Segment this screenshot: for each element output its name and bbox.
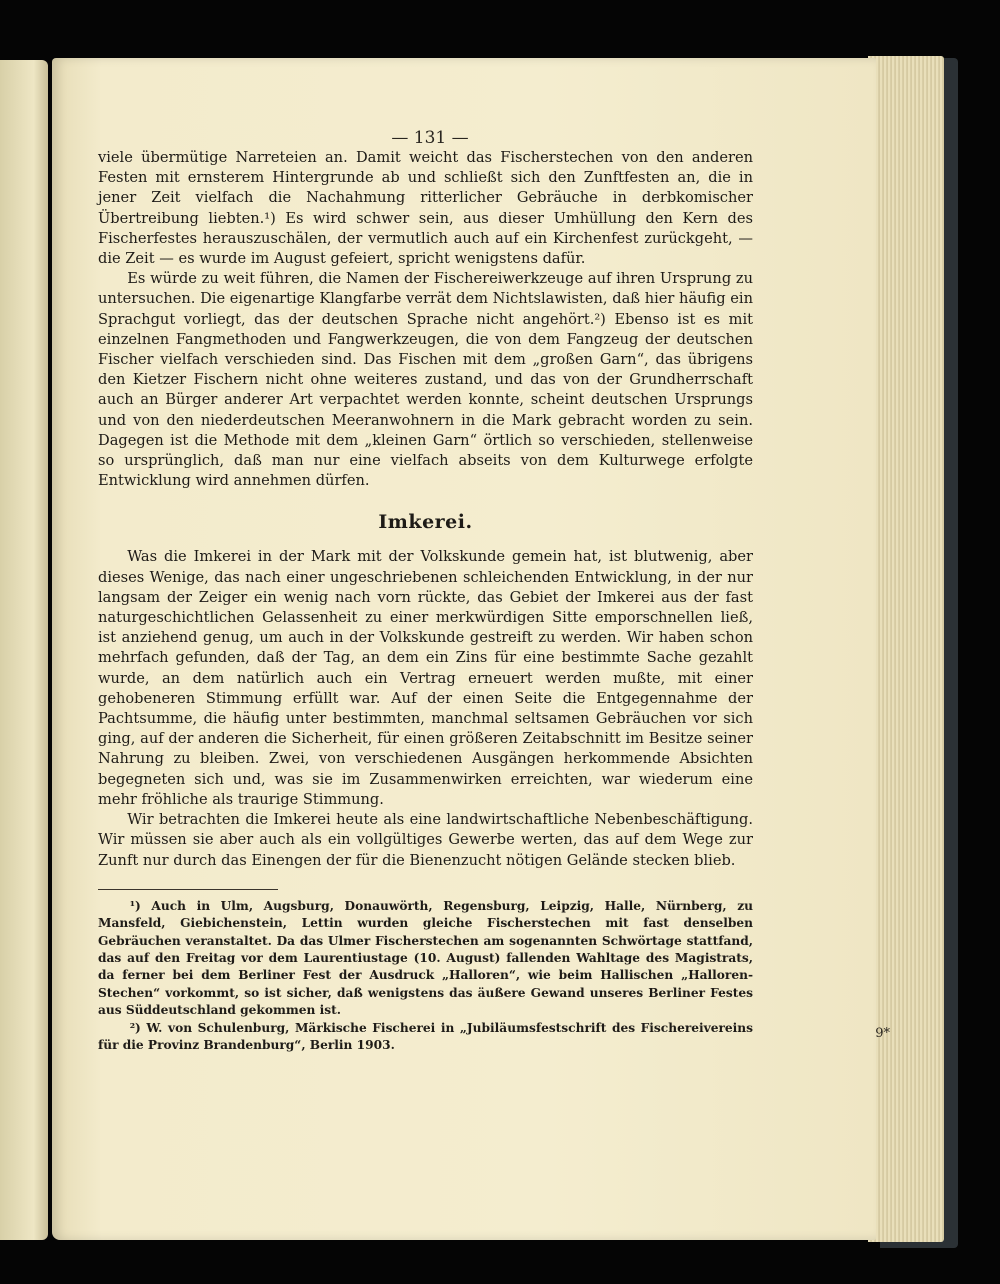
footnote: ²) W. von Schulenburg, Märkische Fischerei in „Jubiläumsfestschrift des Fischereivereins für die Provinz Brandenburg“, Berlin 1903.: [98, 1020, 753, 1052]
paragraph: Es würde zu weit führen, die Namen der Fischereiwerkzeuge auf ihren Ursprung zu untersuchen. Die eigenartige Klangfarbe verrät dem Nichtslawisten, daß hier häufig ein Sprachgut vorliegt, das der deutschen Sprache nicht angehört.²) Ebenso ist es mit einzelnen Fangmethoden und Fangwerkzeugen, die von dem Fangzeug der deutschen Fischer vielfach verschieden sind. Das Fischen mit dem „großen Garn“, das übrigens den Kietzer Fischern nicht ohne weiteres zustand, und das von der Grundherrschaft auch an Bürger anderer Art verpachtet werden konnte, scheint deutschen Ursprungs und von den niederdeutschen Meeranwohnern in die Mark gebracht worden zu sein. Dagegen ist die Methode mit dem „kleinen Garn“ örtlich so verschieden, stellenweise so ursprünglich, daß man nur eine vielfach abseits von dem Kulturwege erfolgte Entwicklung wird annehmen dürfen.: [98, 270, 753, 490]
paragraph: Wir betrachten die Imkerei heute als eine landwirtschaftliche Nebenbeschäftigung. Wir müssen sie aber auch als ein vollgültiges Gewerbe werten, das auf dem Wege zur Zunft nur durch das Einengen der für die Bienenzucht nötigen Gelände stecken blieb.: [98, 811, 753, 869]
paragraph: Was die Imkerei in der Mark mit der Volkskunde gemein hat, ist blutwenig, aber dieses Wenige, das nach einer ungeschriebenen schleichenden Entwicklung, in der nur langsam der Zeiger ein wenig nach vorn rückte, das Gebiet der Imkerei aus der fast naturgeschichtlichen Gelassenheit zu einer merkwürdigen Sitte emporschnellen ließ, ist anziehend genug, um auch in der Volkskunde gestreift zu werden. Wir haben schon mehrfach gefunden, daß der Tag, an dem ein Zins für eine bestimmte Sache gezahlt wurde, an dem natürlich auch ein Vertrag erneuert werden mußte, mit einer gehobeneren Stimmung erfüllt war. Auf der einen Seite die Entgegennahme der Pachtsumme, die häufig unter bestimmten, manchmal seltsamen Gebräuchen vor sich ging, auf der anderen die Sicherheit, für einen größeren Zeitabschnitt im Besitze seiner Nahrung zu bleiben. Zwei, von verschiedenen Ausgängen herkommende Absichten begegneten sich und, was sie im Zusammenwirken erreichten, war wiederum eine mehr fröhliche als traurige Stimmung.: [98, 548, 753, 808]
footnote: ¹) Auch in Ulm, Augsburg, Donauwörth, Regensburg, Leipzig, Halle, Nürnberg, zu Mansfeld, Giebichenstein, Lettin wurden gleiche Fischerstechen mit fast denselben Gebräuchen veranstaltet. Da das Ulmer Fischerstechen am sogenannten Schwörtage stattfand, das auf den Freitag vor dem Laurentiustage (10. August) fallenden Wahltage des Magistrats, da ferner bei dem Berliner Fest der Ausdruck „Halloren“, wie beim Hallischen „Halloren-Stechen“ vorkommt, so ist sicher, daß wenigstens das äußere Gewand unseres Berliner Festes aus Süddeutschland gekommen ist.: [98, 898, 753, 1018]
page-number: — 131 —: [391, 128, 469, 148]
paragraph: viele übermütige Narreteien an. Damit weicht das Fischerstechen von den anderen Festen mit ernsterem Hintergrunde ab und schließt sich den Zunftfesten an, die in jener Zeit vielfach die Nachahmung ritterlicher Gebräuche in derbkomischer Übertreibung liebten.¹) Es wird schwer sein, aus dieser Umhüllung den Kern des Fischerfestes herauszuschälen, der vermutlich auch auf ein Kirchenfest zurückgeht, — die Zeit — es wurde im August gefeiert, spricht wenigstens dafür.: [98, 149, 753, 268]
footnote-divider: [98, 889, 278, 890]
page-block-edge: [868, 56, 944, 1242]
page-content: [98, 148, 753, 1054]
left-page-edge: [0, 60, 48, 1240]
section-heading: Imkerei.: [378, 511, 473, 534]
signature-mark: 9*: [875, 1026, 890, 1041]
